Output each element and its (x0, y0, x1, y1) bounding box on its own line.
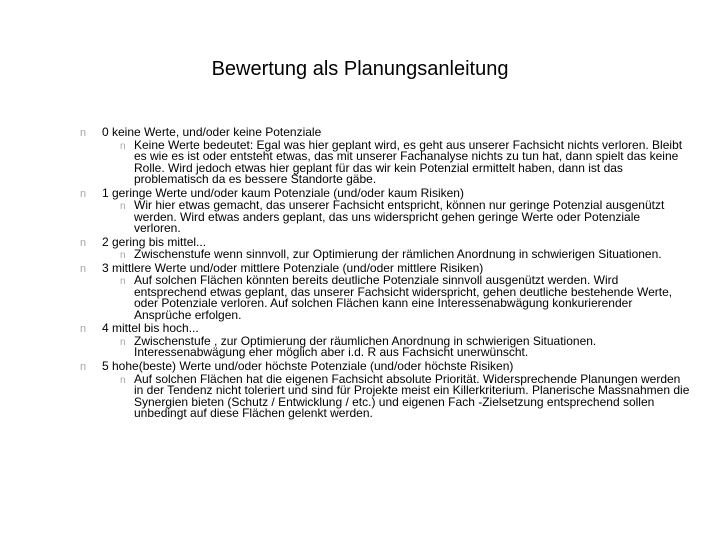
sub-item (120, 275, 690, 321)
criteria-list (80, 126, 690, 420)
sub-bullet-icon: n (120, 374, 126, 386)
sub-item-text: Wir hier etwas gemacht, das unserer Fachsicht entspricht, können nur geringe Potenzial ausgenützt werden. Wird etwas anders geplant, das uns widerspricht gehen geringe Werte oder Potenziale verloren. (134, 198, 665, 236)
sub-item-text: Zwischenstufe , zur Optimierung der räumlichen Anordnung in schwierigen Situationen. Interessenabwägung eher möglich aber i.d. R aus Fachsicht unerwünscht. (134, 333, 597, 360)
sub-item-text: Auf solchen Flächen hat die eigenen Fachsicht absolute Priorität. Widersprechende Planungen werden in der Tendenz nicht toleriert und sind für Projekte meist ein Killerkriterium. Planerische Massnahmen die Synergien bieten (Schutz / Entwicklung / etc.) und eigenen Fach -Zielsetzung entsprechend sollen unbedingt auf diese Flächen gelenkt werden. (134, 371, 690, 421)
list-item (80, 360, 690, 420)
list-item (80, 236, 690, 261)
sub-item-text: Auf solchen Flächen könnten bereits deutliche Potenziale sinnvoll ausgenützt werden. Wird entsprechend etwas geplant, das unserer Fachsicht widerspricht, gehen deutliche bestehende Werte, oder Potenziale verloren. Auf solchen Flächen kann eine Interessenabwägung konkurierender Ansprüche erfolgen. (134, 273, 673, 322)
list-item (80, 187, 690, 235)
sub-bullet-icon: n (120, 336, 126, 348)
bullet-icon: n (80, 187, 87, 200)
list-item (80, 126, 690, 186)
list-item (80, 322, 690, 359)
list-item (80, 262, 690, 322)
sub-bullet-icon: n (120, 276, 126, 288)
list-item-text: 3 mittlere Werte und/oder mittlere Potenziale (und/oder mittlere Risiken) (102, 260, 484, 275)
sub-item (120, 333, 690, 360)
sub-item (120, 371, 690, 421)
sub-item (120, 200, 690, 235)
list-item-text: 5 hohe(beste) Werte und/oder höchste Potenziale (und/oder höchste Risiken) (102, 358, 514, 373)
sub-bullet-icon: n (120, 250, 126, 262)
list-item-text: 1 geringe Werte und/oder kaum Potenziale (und/oder kaum Risiken) (102, 185, 464, 200)
bullet-icon: n (80, 127, 87, 139)
sub-bullet-icon: n (120, 140, 126, 152)
bullet-icon: n (80, 236, 87, 249)
sub-item-text: Zwischenstufe wenn sinnvoll, zur Optimierung der rämlichen Anordnung in schwierigen Situationen. (134, 247, 662, 262)
bullet-icon: n (80, 323, 87, 336)
list-item-text: 4 mittel bis hoch... (102, 321, 199, 336)
bullet-icon: n (80, 360, 87, 373)
page-title: Bewertung als Planungsanleitung (211, 58, 509, 80)
bullet-icon: n (80, 262, 87, 275)
list-item-text: 0 keine Werte, und/oder keine Potenziale (102, 125, 322, 139)
sub-bullet-icon: n (120, 201, 126, 213)
sub-item (120, 137, 690, 187)
list-item-text: 2 gering bis mittel... (102, 234, 207, 249)
sub-item-text: Keine Werte bedeutet: Egal was hier geplant wird, es geht aus unserer Fachsicht nichts verloren. Bleibt es wie es ist oder entsteht etwas, das mit unserer Fachanalyse nichts zu tun hat, dann spielt das keine Rolle. Wird jedoch etwas hier geplant für das wir kein Potenzial ermittelt haben, dann ist das problematisch da es bessere Standorte gäbe. (134, 137, 683, 187)
sub-item (120, 249, 690, 261)
